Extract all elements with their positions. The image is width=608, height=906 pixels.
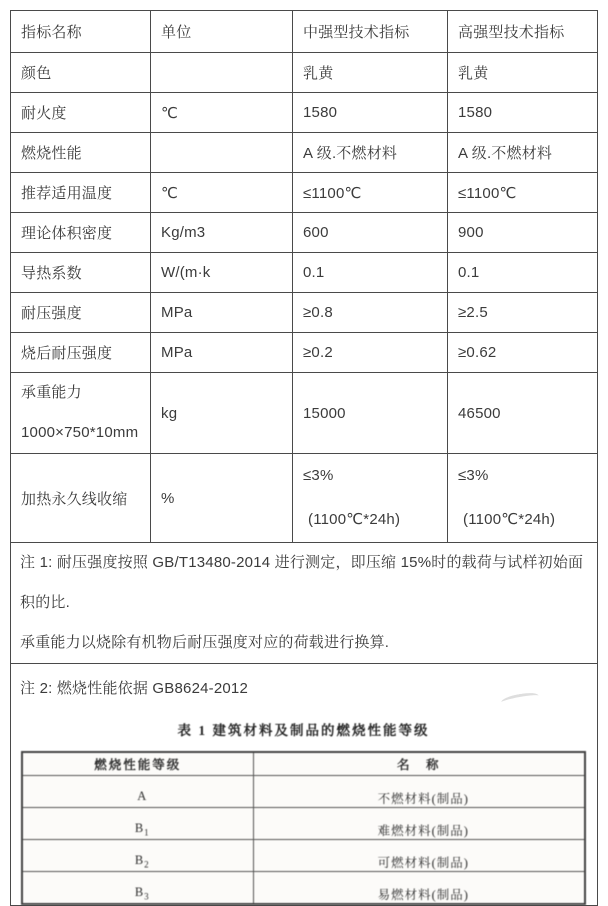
cell-high: ≥2.5 [448,293,598,333]
cell-high: A 级.不燃材料 [448,133,598,173]
grade-label-cell: 难燃材料(制品) [253,807,585,839]
spec-row-refractoriness [11,93,598,133]
scan-table-caption: 表 1 建筑材料及制品的燃烧性能等级 [177,723,430,738]
spec-header-name: 指标名称 [11,11,151,53]
cell-mid: 600 [293,213,448,253]
cell-mid: 1580 [293,93,448,133]
cell-unit: Kg/m3 [151,213,293,253]
shrinkage-high-value: ≤3% [458,467,489,484]
cell-mid: 15000 [293,373,448,454]
spec-row-load-capacity [11,373,598,454]
spec-table [10,10,598,906]
note2-cell [11,664,598,906]
cell-mid: 乳黄 [293,53,448,93]
shrinkage-high-condition: (1100℃*24h) [463,511,556,528]
spec-row-bulk-density [11,213,598,253]
grade-header-row [22,752,585,775]
note1-row [11,543,598,664]
cell-mid: ≥0.2 [293,333,448,373]
grade-row-a [22,775,585,807]
grade-cell: A [22,775,253,807]
load-capacity-label: 承重能力 [21,384,82,401]
spec-row-linear-shrinkage [11,454,598,543]
name-header: 名 称 [253,752,585,775]
note1-line1: 注 1: 耐压强度按照 GB/T13480-2014 进行测定，即压缩 15%时的载荷与试样初始面积的比. [20,554,584,611]
cell-high: 1580 [448,93,598,133]
cell-name: 导热系数 [11,253,151,293]
cell-unit: ℃ [151,93,293,133]
shrinkage-mid-condition: (1100℃*24h) [308,511,401,528]
cell-unit: W/(m·k [151,253,293,293]
cell-high: 46500 [448,373,598,454]
cell-name: 烧后耐压强度 [11,333,151,373]
cell-unit: kg [151,373,293,454]
cell-high: 900 [448,213,598,253]
spec-header-unit: 单位 [151,11,293,53]
spec-header-mid: 中强型技术指标 [293,11,448,53]
grade-label-cell: 可燃材料(制品) [253,839,585,871]
cell-high: 0.1 [448,253,598,293]
grade-row-b1 [22,807,585,839]
cell-mid [293,454,448,543]
note1-line2: 承重能力以烧除有机物后耐压强度对应的荷载进行换算. [20,634,390,651]
cell-name: 燃烧性能 [11,133,151,173]
cell-unit [151,133,293,173]
spec-row-thermal-conductivity [11,253,598,293]
cell-name: 耐火度 [11,93,151,133]
note2-text: 注 2: 燃烧性能依据 GB8624-2012 [20,680,249,697]
spec-row-combustion [11,133,598,173]
note1-cell [11,543,598,664]
spec-header-high: 高强型技术指标 [448,11,598,53]
grade-cell: $B_3$ [22,871,253,904]
cell-unit: % [151,454,293,543]
cell-unit [151,53,293,93]
cell-high: 乳黄 [448,53,598,93]
shrinkage-mid-value: ≤3% [303,467,334,484]
cell-unit: MPa [151,293,293,333]
grade-label-cell: 不燃材料(制品) [253,775,585,807]
cell-mid: 0.1 [293,253,448,293]
cell-mid: ≥0.8 [293,293,448,333]
cell-high: ≥0.62 [448,333,598,373]
spec-row-fired-compressive-strength [11,333,598,373]
scanned-table-region [21,719,586,905]
combustion-grade-table [21,751,586,905]
grade-cell: $B_1$ [22,807,253,839]
load-capacity-size: 1000×750*10mm [21,424,139,441]
cell-unit: ℃ [151,173,293,213]
grade-header: 燃烧性能等级 [22,752,253,775]
grade-cell: $B_2$ [22,839,253,871]
spec-row-color [11,53,598,93]
spec-header-row [11,11,598,53]
cell-name [11,373,151,454]
grade-row-b3 [22,871,585,904]
cell-name: 推荐适用温度 [11,173,151,213]
cell-name: 理论体积密度 [11,213,151,253]
cell-mid: A 级.不燃材料 [293,133,448,173]
cell-high: ≤1100℃ [448,173,598,213]
grade-row-b2 [22,839,585,871]
cell-unit: MPa [151,333,293,373]
cell-name: 加热永久线收缩 [11,454,151,543]
spec-row-compressive-strength [11,293,598,333]
cell-name: 颜色 [11,53,151,93]
cell-mid: ≤1100℃ [293,173,448,213]
grade-label-cell: 易燃材料(制品) [253,871,585,904]
cell-high [448,454,598,543]
note2-row [11,664,598,906]
cell-name: 耐压强度 [11,293,151,333]
spec-row-recommended-temp [11,173,598,213]
